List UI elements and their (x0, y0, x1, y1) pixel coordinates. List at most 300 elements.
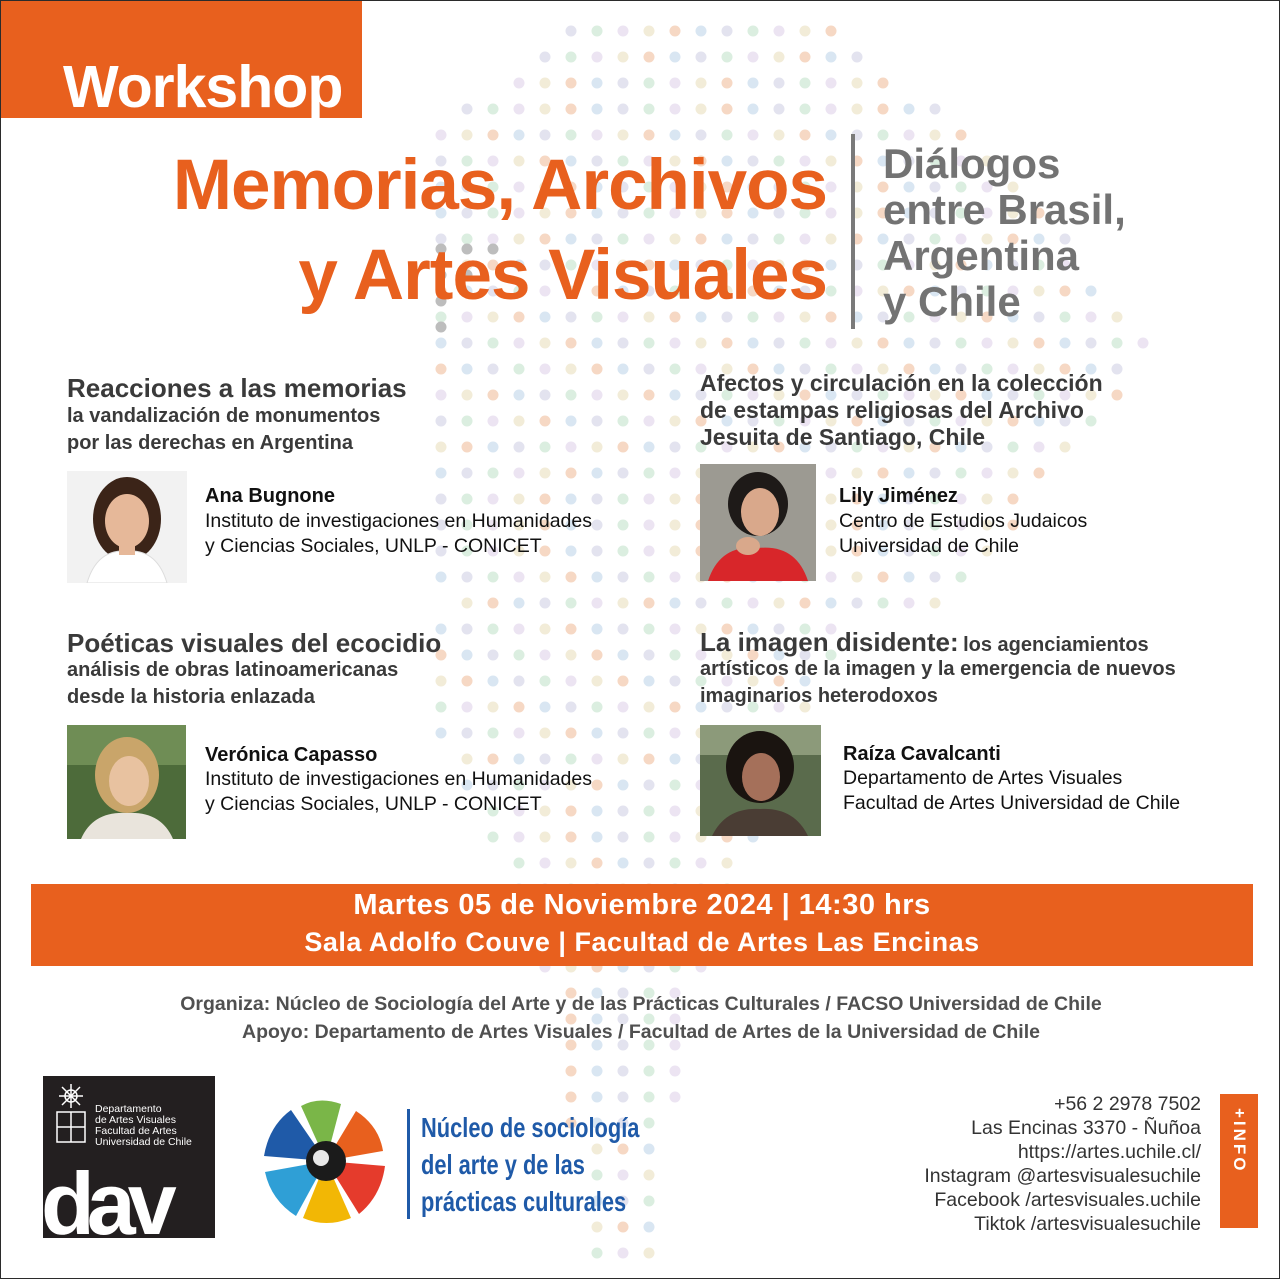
background-dot (436, 468, 447, 479)
background-dot (878, 130, 889, 141)
background-dot (592, 26, 603, 37)
background-dot (670, 806, 681, 817)
background-dot (722, 26, 733, 37)
dav-caption (95, 1104, 192, 1148)
talk-title-line: Afectos y circulación en la colección (700, 370, 1103, 396)
background-dot (826, 338, 837, 349)
background-dot (904, 572, 915, 583)
background-dot (514, 754, 525, 765)
background-dot (644, 598, 655, 609)
contact-facebook[interactable]: Facebook /artesvisuales.uchile (934, 1189, 1201, 1211)
background-dot (618, 572, 629, 583)
background-dot (748, 104, 759, 115)
title-divider (851, 134, 855, 329)
background-dot (592, 624, 603, 635)
talk-title: Poéticas visuales del ecocidio (67, 628, 442, 658)
background-dot (462, 572, 473, 583)
background-dot (462, 390, 473, 401)
background-dot (800, 338, 811, 349)
background-dot (644, 520, 655, 531)
background-dot (1060, 338, 1071, 349)
background-dot (514, 338, 525, 349)
background-dot (930, 130, 941, 141)
background-dot (644, 338, 655, 349)
background-dot (488, 624, 499, 635)
talk-title-line: de estampas religiosas del Archivo (700, 397, 1084, 423)
contact-website[interactable]: https://artes.uchile.cl/ (1017, 1141, 1201, 1163)
background-dot (436, 572, 447, 583)
background-dot (540, 598, 551, 609)
affiliation-line: Instituto de investigaciones en Humanidades (205, 510, 592, 532)
background-dot (618, 416, 629, 427)
background-dot (566, 676, 577, 687)
background-dot (670, 494, 681, 505)
background-dot (436, 130, 447, 141)
speaker-name: Verónica Capasso (205, 744, 378, 766)
background-dot (462, 104, 473, 115)
background-dot (462, 338, 473, 349)
background-dot (592, 702, 603, 713)
contact-tiktok[interactable]: Tiktok /artesvisualesuchile (974, 1213, 1201, 1235)
background-dot (826, 208, 837, 219)
background-dot (618, 780, 629, 791)
background-dot (644, 390, 655, 401)
info-tab (1220, 1094, 1258, 1228)
background-dot (566, 650, 577, 661)
background-dot (488, 364, 499, 375)
background-dot (670, 468, 681, 479)
background-dot (748, 52, 759, 63)
background-dot (488, 572, 499, 583)
background-dot (540, 364, 551, 375)
background-dot (540, 416, 551, 427)
background-dot (696, 104, 707, 115)
background-dot (826, 312, 837, 323)
background-dot (774, 78, 785, 89)
speaker-affiliation (839, 509, 1087, 559)
background-dot (930, 598, 941, 609)
event-venue: Sala Adolfo Couve | Facultad de Artes Las Encinas (304, 927, 980, 957)
background-dot (696, 338, 707, 349)
background-dot (618, 546, 629, 557)
background-dot (618, 104, 629, 115)
background-dot (800, 130, 811, 141)
background-dot (488, 728, 499, 739)
background-dot (878, 572, 889, 583)
background-dot (488, 598, 499, 609)
nucleo-wordmark (421, 1109, 639, 1220)
background-dot (462, 624, 473, 635)
background-dot (644, 1066, 655, 1077)
background-dot (488, 832, 499, 843)
speaker-name: Ana Bugnone (205, 485, 335, 507)
background-dot (618, 858, 629, 869)
background-dot (566, 728, 577, 739)
contact-instagram[interactable]: Instagram @artesvisualesuchile (924, 1165, 1201, 1187)
background-dot (696, 130, 707, 141)
background-dot (644, 832, 655, 843)
background-dot (670, 104, 681, 115)
background-dot (540, 104, 551, 115)
background-dot (514, 494, 525, 505)
background-dot (436, 364, 447, 375)
background-dot (644, 468, 655, 479)
background-dot (618, 1222, 629, 1233)
background-dot (878, 78, 889, 89)
background-dot (566, 416, 577, 427)
affiliation-line: y Ciencias Sociales, UNLP - CONICET (205, 535, 542, 557)
background-dot (462, 130, 473, 141)
background-dot (982, 494, 993, 505)
background-dot (644, 1144, 655, 1155)
background-dot (826, 156, 837, 167)
credits-organiza: Organiza: Núcleo de Sociología del Arte y de las Prácticas Culturales / FACSO Universidad de Chile (180, 993, 1102, 1015)
background-dot (540, 390, 551, 401)
background-dot (566, 130, 577, 141)
background-dot (436, 338, 447, 349)
background-dot (592, 546, 603, 557)
background-dot (462, 728, 473, 739)
background-dot (488, 754, 499, 765)
workshop-label: Workshop (63, 54, 343, 120)
talk-subtitle-line: análisis de obras latinoamericanas (67, 659, 399, 681)
background-dot (644, 806, 655, 817)
background-dot (644, 1118, 655, 1129)
background-dot (670, 338, 681, 349)
background-dot (540, 858, 551, 869)
background-dot (566, 104, 577, 115)
affiliation-line: Facultad de Artes Universidad de Chile (843, 792, 1181, 814)
background-dot (930, 468, 941, 479)
background-dot (514, 572, 525, 583)
background-dot (644, 624, 655, 635)
background-dot (566, 468, 577, 479)
background-dot (618, 702, 629, 713)
background-dot (956, 338, 967, 349)
background-dot (462, 494, 473, 505)
background-dot (644, 702, 655, 713)
main-title (57, 141, 827, 321)
background-dot (540, 572, 551, 583)
talk-subtitle (700, 656, 1176, 710)
background-dot (722, 130, 733, 141)
nucleo-wordmark-line: Núcleo de sociología (421, 1112, 640, 1143)
background-dot (566, 338, 577, 349)
background-dot (566, 52, 577, 63)
background-dot (514, 78, 525, 89)
background-dot (488, 390, 499, 401)
background-dot (930, 338, 941, 349)
background-dot (488, 338, 499, 349)
background-dot (800, 78, 811, 89)
background-dot (670, 728, 681, 739)
background-dot (488, 650, 499, 661)
background-dot (514, 650, 525, 661)
background-dot (956, 130, 967, 141)
background-dot (436, 494, 447, 505)
nucleo-wordmark-line: del arte y de las (421, 1149, 585, 1180)
background-dot (904, 598, 915, 609)
background-dot (514, 104, 525, 115)
background-dot (488, 104, 499, 115)
background-dot (644, 416, 655, 427)
background-dot (540, 130, 551, 141)
background-dot (514, 130, 525, 141)
talk-title (700, 370, 1103, 451)
background-dot (826, 598, 837, 609)
background-dot (644, 572, 655, 583)
background-dot (436, 322, 447, 333)
background-dot (644, 442, 655, 453)
speaker-name: Raíza Cavalcanti (843, 743, 1001, 765)
background-dot (462, 416, 473, 427)
background-dot (800, 104, 811, 115)
background-dot (514, 832, 525, 843)
background-dot (644, 130, 655, 141)
background-dot (904, 104, 915, 115)
talk-title-line: Jesuita de Santiago, Chile (700, 424, 986, 450)
background-dot (592, 468, 603, 479)
background-dot (592, 78, 603, 89)
background-dot (566, 442, 577, 453)
background-dot (462, 468, 473, 479)
background-dot (618, 520, 629, 531)
background-dot (670, 1092, 681, 1103)
background-dot (566, 832, 577, 843)
background-dot (670, 1066, 681, 1077)
background-dot (644, 1196, 655, 1207)
background-dot (462, 598, 473, 609)
background-dot (670, 52, 681, 63)
background-dot (618, 1066, 629, 1077)
background-dot (1034, 468, 1045, 479)
background-dot (566, 26, 577, 37)
background-dot (618, 1248, 629, 1259)
background-dot (514, 858, 525, 869)
talk-subtitle-line: por las derechas en Argentina (67, 432, 354, 454)
credits-apoyo: Apoyo: Departamento de Artes Visuales / Facultad de Artes de la Universidad de Chile (242, 1021, 1040, 1043)
talk-subtitle-line: imaginarios heterodoxos (700, 685, 938, 707)
background-dot (644, 1092, 655, 1103)
talk-subtitle-line: artísticos de la imagen y la emergencia de nuevos (700, 658, 1176, 680)
background-dot (618, 442, 629, 453)
background-dot (514, 468, 525, 479)
contact-phone: +56 2 2978 7502 (1054, 1093, 1201, 1115)
nucleo-wordmark-line: prácticas culturales (421, 1186, 627, 1217)
background-dot (774, 104, 785, 115)
background-dot (826, 260, 837, 271)
background-dot (696, 52, 707, 63)
background-dot (826, 52, 837, 63)
background-dot (826, 130, 837, 141)
background-dot (462, 702, 473, 713)
background-dot (618, 754, 629, 765)
background-dot (1086, 338, 1097, 349)
background-dot (618, 52, 629, 63)
background-dot (566, 1066, 577, 1077)
background-dot (514, 390, 525, 401)
speaker-photo-raiza-cavalcanti (700, 725, 821, 836)
background-dot (774, 598, 785, 609)
background-dot (540, 78, 551, 89)
affiliation-line: Universidad de Chile (839, 535, 1019, 557)
background-dot (592, 780, 603, 791)
talk-subtitle-line: desde la historia enlazada (67, 686, 315, 708)
background-dot (852, 598, 863, 609)
background-dot (670, 702, 681, 713)
background-dot (670, 130, 681, 141)
background-dot (644, 728, 655, 739)
info-tab-label: +INFO (1230, 1108, 1249, 1174)
university-emblem-icon (51, 1082, 91, 1148)
affiliation-line: Centro de Estudios Judaicos (839, 510, 1088, 532)
background-dot (800, 26, 811, 37)
dav-caption-line: Facultad de Artes (95, 1125, 177, 1137)
background-dot (852, 338, 863, 349)
background-dot (1008, 338, 1019, 349)
background-dot (566, 78, 577, 89)
background-dot (618, 728, 629, 739)
background-dot (826, 104, 837, 115)
talk-subtitle (67, 657, 398, 711)
background-dot (670, 624, 681, 635)
talk-title (700, 627, 1149, 659)
background-dot (566, 858, 577, 869)
background-dot (618, 78, 629, 89)
background-dot (644, 26, 655, 37)
affiliation-line: y Ciencias Sociales, UNLP - CONICET (205, 793, 542, 815)
background-dot (644, 1170, 655, 1181)
background-dot (488, 416, 499, 427)
background-dot (540, 338, 551, 349)
background-dot (488, 468, 499, 479)
background-dot (436, 416, 447, 427)
event-date-time: Martes 05 de Noviembre 2024 | 14:30 hrs (353, 889, 931, 921)
background-dot (592, 494, 603, 505)
background-dot (592, 676, 603, 687)
background-dot (722, 338, 733, 349)
background-dot (618, 650, 629, 661)
background-dot (618, 806, 629, 817)
background-dot (566, 572, 577, 583)
background-dot (826, 468, 837, 479)
background-dot (670, 598, 681, 609)
background-dot (618, 494, 629, 505)
background-dot (852, 104, 863, 115)
background-dot (514, 676, 525, 687)
background-dot (878, 468, 889, 479)
background-dot (696, 26, 707, 37)
background-dot (826, 572, 837, 583)
talk-title: Reacciones a las memorias (67, 373, 407, 403)
background-dot (462, 650, 473, 661)
background-dot (722, 52, 733, 63)
background-dot (592, 598, 603, 609)
background-dot (644, 1248, 655, 1259)
talk-subtitle-line: la vandalización de monumentos (67, 405, 381, 427)
subtitle (883, 141, 1126, 325)
background-dot (1138, 338, 1149, 349)
background-dot (982, 468, 993, 479)
background-dot (592, 104, 603, 115)
background-dot (592, 806, 603, 817)
background-dot (540, 832, 551, 843)
nucleo-hands-logo-icon (261, 1096, 391, 1226)
background-dot (540, 442, 551, 453)
background-dot (826, 546, 837, 557)
background-dot (644, 104, 655, 115)
subtitle-line: Argentina (883, 232, 1080, 279)
background-dot (800, 52, 811, 63)
background-dot (774, 26, 785, 37)
background-dot (592, 338, 603, 349)
main-title-line: y Artes Visuales (298, 236, 827, 315)
background-dot (462, 676, 473, 687)
background-dot (592, 52, 603, 63)
background-dot (566, 1092, 577, 1103)
nucleo-divider (407, 1109, 410, 1219)
background-dot (1008, 468, 1019, 479)
background-dot (618, 832, 629, 843)
background-dot (644, 78, 655, 89)
background-dot (618, 1092, 629, 1103)
background-dot (670, 572, 681, 583)
background-dot (592, 650, 603, 661)
background-dot (748, 130, 759, 141)
background-dot (514, 598, 525, 609)
background-dot (644, 650, 655, 661)
dav-caption-line: Departamento (95, 1103, 162, 1115)
background-dot (566, 702, 577, 713)
background-dot (644, 52, 655, 63)
background-dot (826, 286, 837, 297)
background-dot (826, 520, 837, 531)
dav-wordmark: dav (41, 1154, 169, 1253)
background-dot (852, 52, 863, 63)
background-dot (592, 858, 603, 869)
background-dot (540, 52, 551, 63)
background-dot (592, 390, 603, 401)
background-dot (670, 364, 681, 375)
background-dot (670, 520, 681, 531)
background-dot (592, 520, 603, 531)
background-dot (644, 494, 655, 505)
background-dot (514, 702, 525, 713)
background-dot (670, 390, 681, 401)
background-dot (488, 442, 499, 453)
speaker-affiliation (205, 767, 592, 817)
background-dot (878, 598, 889, 609)
speaker-affiliation (843, 766, 1180, 816)
background-dot (618, 338, 629, 349)
background-dot (436, 728, 447, 739)
background-dot (618, 624, 629, 635)
background-dot (1112, 338, 1123, 349)
background-dot (930, 572, 941, 583)
background-dot (540, 650, 551, 661)
background-dot (592, 130, 603, 141)
background-dot (644, 676, 655, 687)
background-dot (670, 78, 681, 89)
background-dot (488, 130, 499, 141)
background-dot (852, 468, 863, 479)
affiliation-line: Instituto de investigaciones en Humanidades (205, 768, 592, 790)
subtitle-line: Diálogos (883, 140, 1061, 187)
background-dot (592, 1248, 603, 1259)
background-dot (1112, 364, 1123, 375)
talk-title-rest: los agenciamientos (963, 634, 1149, 656)
background-dot (696, 858, 707, 869)
